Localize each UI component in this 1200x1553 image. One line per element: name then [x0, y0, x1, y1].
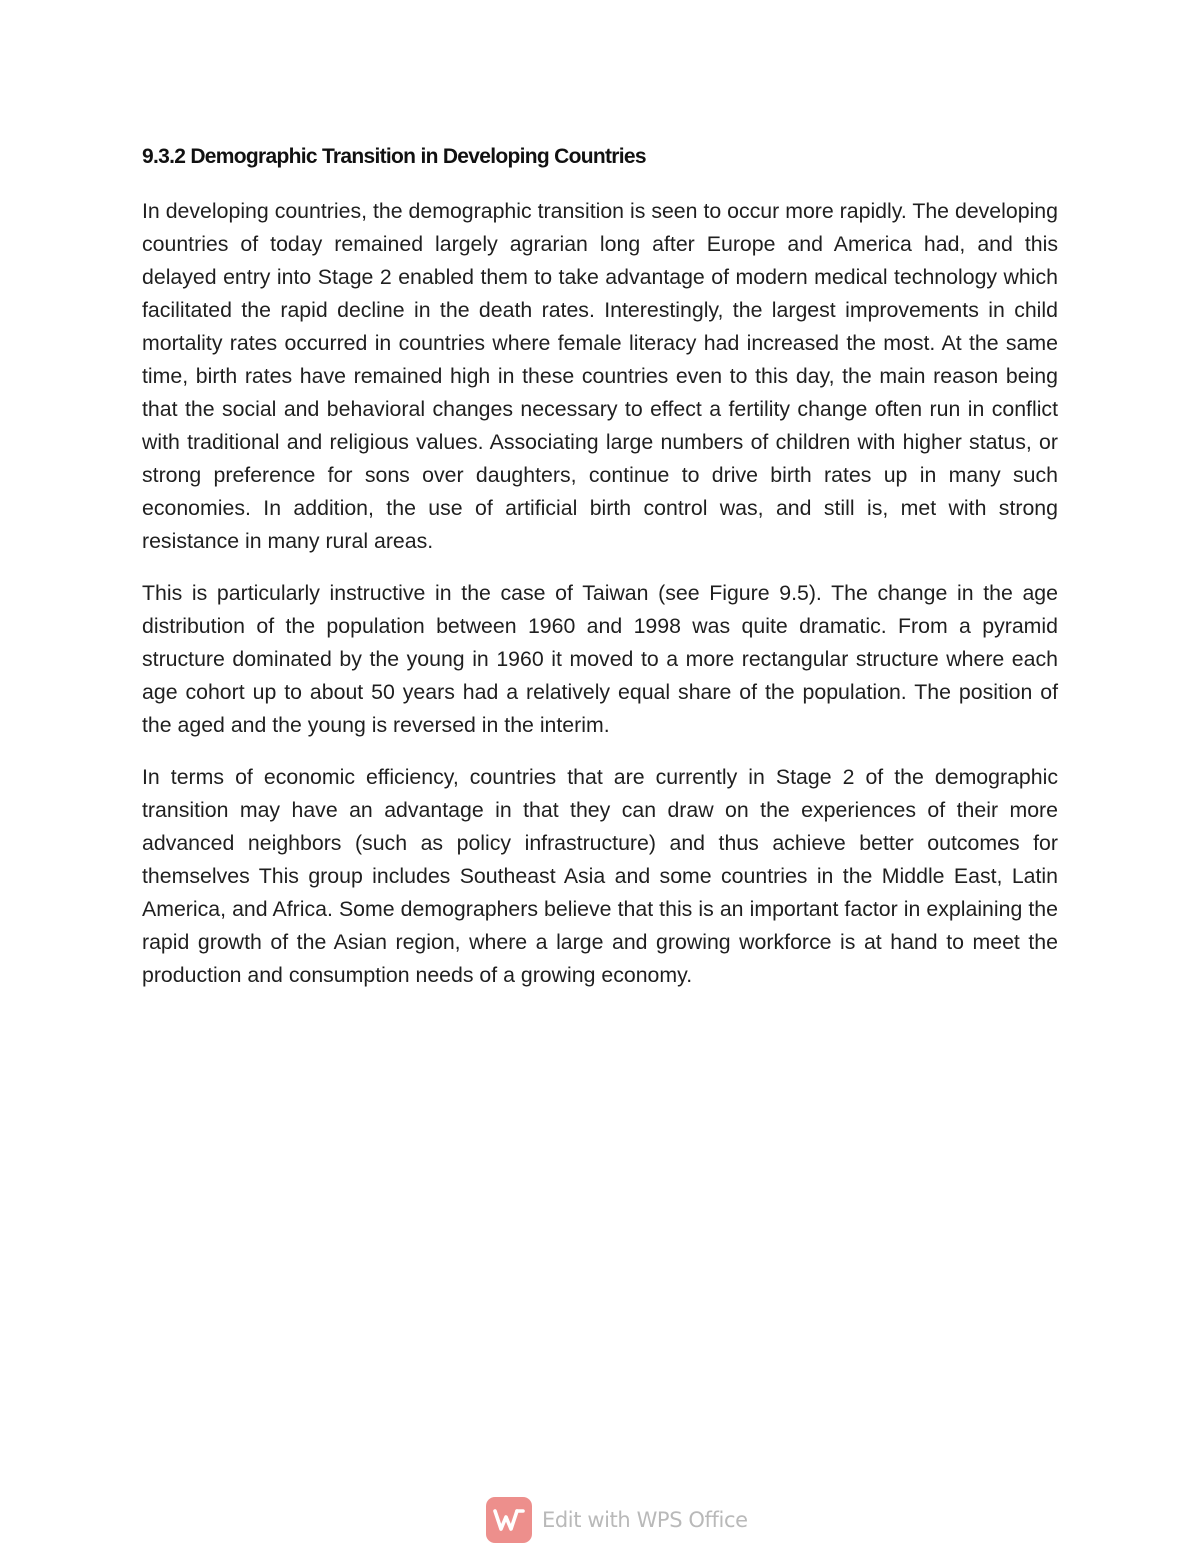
- wps-logo-icon: [486, 1497, 532, 1543]
- section-heading: 9.3.2 Demographic Transition in Developing Countries: [142, 145, 646, 168]
- paragraph-2: This is particularly instructive in the case of Taiwan (see Figure 9.5). The change in the age distribution of the population between 1960 and 1998 was quite dramatic. From a pyramid structure dominated by the young in 1960 it moved to a more rectangular structure where each age cohort up to about 50 years had a relatively equal share of the population. The position of the aged and the young is reversed in the interim.: [142, 581, 1058, 737]
- edit-with-wps-badge[interactable]: [486, 1497, 748, 1543]
- edit-with-wps-label: Edit with WPS Office: [542, 1508, 748, 1532]
- document-body: [142, 143, 1058, 1011]
- paragraph-1: In developing countries, the demographic transition is seen to occur more rapidly. The developing countries of today remained largely agrarian long after Europe and America had, and this delayed entry into Stage 2 enabled them to take advantage of modern medical technology which facilitated the rapid decline in the death rates. Interestingly, the largest improvements in child mortality rates occurred in countries where female literacy had increased the most. At the same time, birth rates have remained high in these countries even to this day, the main reason being that the social and behavioral changes necessary to effect a fertility change often run in conflict with traditional and religious values. Associating large numbers of children with higher status, or strong preference for sons over daughters, continue to drive birth rates up in many such economies. In addition, the use of artificial birth control was, and still is, met with strong resistance in many rural areas.: [142, 199, 1058, 553]
- paragraph-3: In terms of economic efficiency, countries that are currently in Stage 2 of the demographic transition may have an advantage in that they can draw on the experiences of their more advanced neighbors (such as policy infrastructure) and thus achieve better outcomes for themselves This group includes Southeast Asia and some countries in the Middle East, Latin America, and Africa. Some demographers believe that this is an important factor in explaining the rapid growth of the Asian region, where a large and growing workforce is at hand to meet the production and consumption needs of a growing economy.: [142, 765, 1058, 987]
